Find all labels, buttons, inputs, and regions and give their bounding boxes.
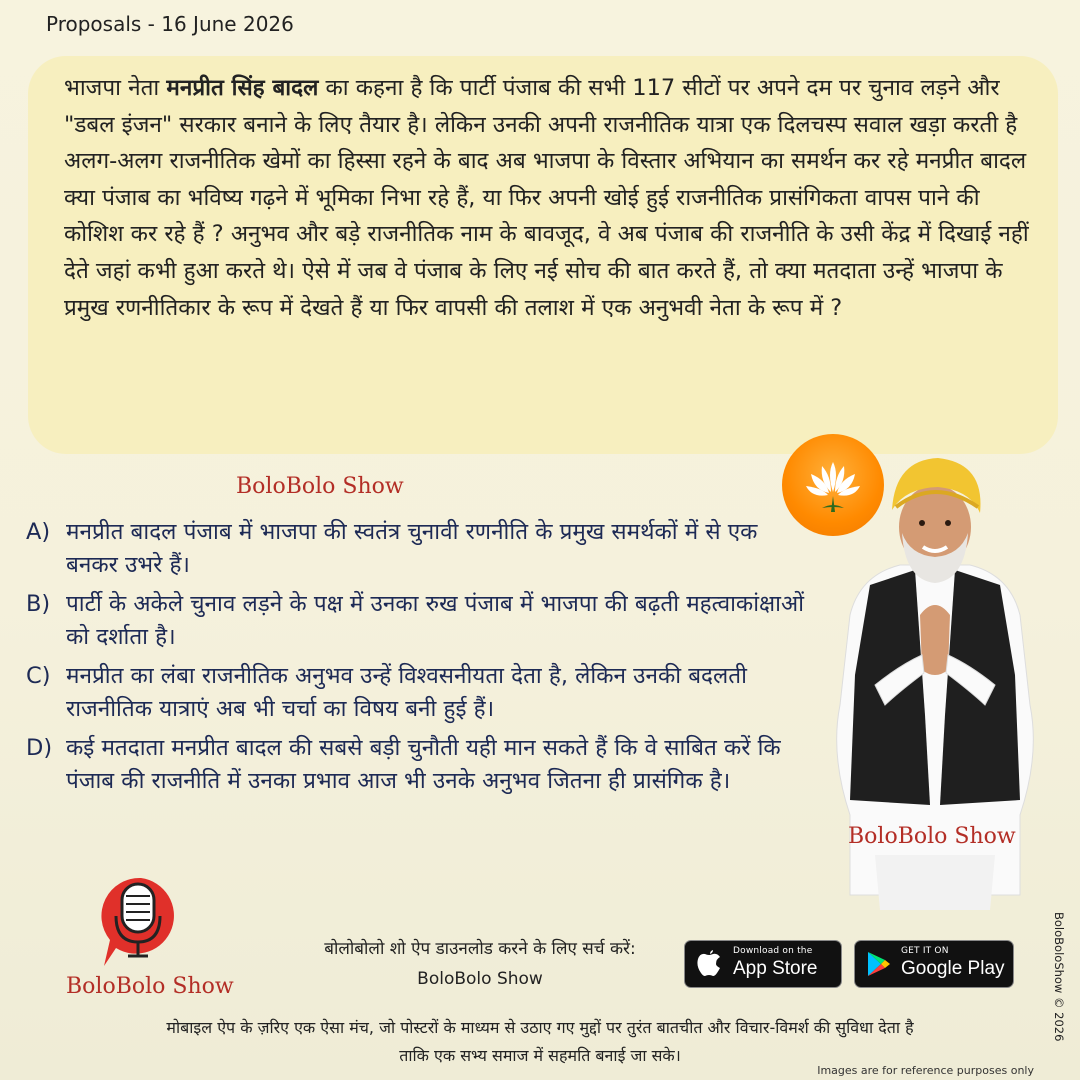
disclaimer-text: Images are for reference purposes only xyxy=(817,1064,1034,1077)
option-text: मनप्रीत बादल पंजाब में भाजपा की स्वतंत्र चुनावी रणनीति के प्रमुख समर्थकों में से एक बनकर उभरे हैं। xyxy=(66,519,758,578)
option-key: C) xyxy=(26,663,51,689)
brand-label-right: BoloBolo Show xyxy=(848,824,1016,849)
app-store-button[interactable] xyxy=(684,940,842,988)
option-c[interactable] xyxy=(26,660,816,726)
play-big-text: Google Play xyxy=(901,958,1005,979)
footer-line-1: मोबाइल ऐप के ज़रिए एक ऐसा मंच, जो पोस्टरों के माध्यम से उठाए गए मुद्दों पर तुरंत बातचीत और विचार-विमर्श की सुविधा देता है xyxy=(166,1018,914,1037)
question-name: मनप्रीत सिंह बादल xyxy=(166,75,319,101)
options-list xyxy=(26,516,816,804)
brand-label-bottom: BoloBolo Show xyxy=(66,974,234,999)
microphone-logo-icon xyxy=(96,870,186,980)
download-instructions xyxy=(300,934,660,994)
option-d[interactable] xyxy=(26,732,816,798)
option-text: मनप्रीत का लंबा राजनीतिक अनुभव उन्हें विश्वसनीयता देता है, लेकिन उनकी बदलती राजनीतिक यात्राएं अब भी चर्चा का विषय बनी हुई हैं। xyxy=(66,663,747,722)
option-text: कई मतदाता मनप्रीत बादल की सबसे बड़ी चुनौती यही मान सकते हैं कि वे साबित करें कि पंजाब की राजनीति में उनका प्रभाव आज भी उनके अनुभव जितना ही प्रासंगिक है। xyxy=(66,735,781,794)
copyright-text: BoloBoloShow © 2026 xyxy=(1052,912,1066,1042)
option-b[interactable] xyxy=(26,588,816,654)
app-name: BoloBolo Show xyxy=(417,969,543,989)
option-key: A) xyxy=(26,519,51,545)
option-text: पार्टी के अकेले चुनाव लड़ने के पक्ष में उनका रुख पंजाब में भाजपा की बढ़ती महत्वाकांक्षाओं को दर्शाता है। xyxy=(66,591,804,650)
option-key: B) xyxy=(26,591,51,617)
footer-text xyxy=(40,1014,1040,1070)
appstore-small-text: Download on the xyxy=(733,946,813,956)
question-paragraph xyxy=(64,70,1032,326)
date-label: Proposals - 16 June 2026 xyxy=(46,12,294,36)
brand-label-top: BoloBolo Show xyxy=(236,474,404,499)
appstore-big-text: App Store xyxy=(733,958,818,979)
question-text: का कहना है कि पार्टी पंजाब की सभी 117 सीटों पर अपने दम पर चुनाव लड़ने और "डबल इंजन" सरकार बनाने के लिए तैयार है। लेकिन उनकी अपनी राजनीतिक यात्रा एक दिलचस्प सवाल खड़ा करती है अलग-अलग राजनीतिक खेमों का हिस्सा रहने के बाद अब भाजपा के विस्तार अभियान का समर्थन कर रहे मनप्रीत बादल क्या पंजाब का भविष्य गढ़ने में भूमिका निभा रहे हैं, या फिर अपनी खोई हुई राजनीतिक प्रासंगिकता वापस पाने की कोशिश कर रहे हैं ? अनुभव और बड़े राजनीतिक नाम के बावजूद, वे अब पंजाब की राजनीति के उसी केंद्र में दिखाई नहीं देते जहां कभी हुआ करते थे। ऐसे में जब वे पंजाब के लिए नई सोच की बात करते हैं, तो क्या मतदाता उन्हें भाजपा के प्रमुख रणनीतिकार के रूप में देखते हैं या फिर वापसी की तलाश में एक अनुभवी नेता के रूप में ? xyxy=(64,75,1029,321)
footer-line-2: ताकि एक सभ्य समाज में सहमति बनाई जा सके। xyxy=(399,1046,681,1065)
question-prefix: भाजपा नेता xyxy=(64,75,167,101)
google-play-icon xyxy=(867,951,891,981)
google-play-button[interactable] xyxy=(854,940,1014,988)
option-key: D) xyxy=(26,735,53,761)
option-a[interactable] xyxy=(26,516,816,582)
search-line: बोलोबोलो शो ऐप डाउनलोड करने के लिए सर्च करें: xyxy=(324,939,636,959)
copyright-vertical xyxy=(1052,912,1068,1042)
apple-icon xyxy=(697,949,721,981)
play-small-text: GET IT ON xyxy=(901,946,949,956)
